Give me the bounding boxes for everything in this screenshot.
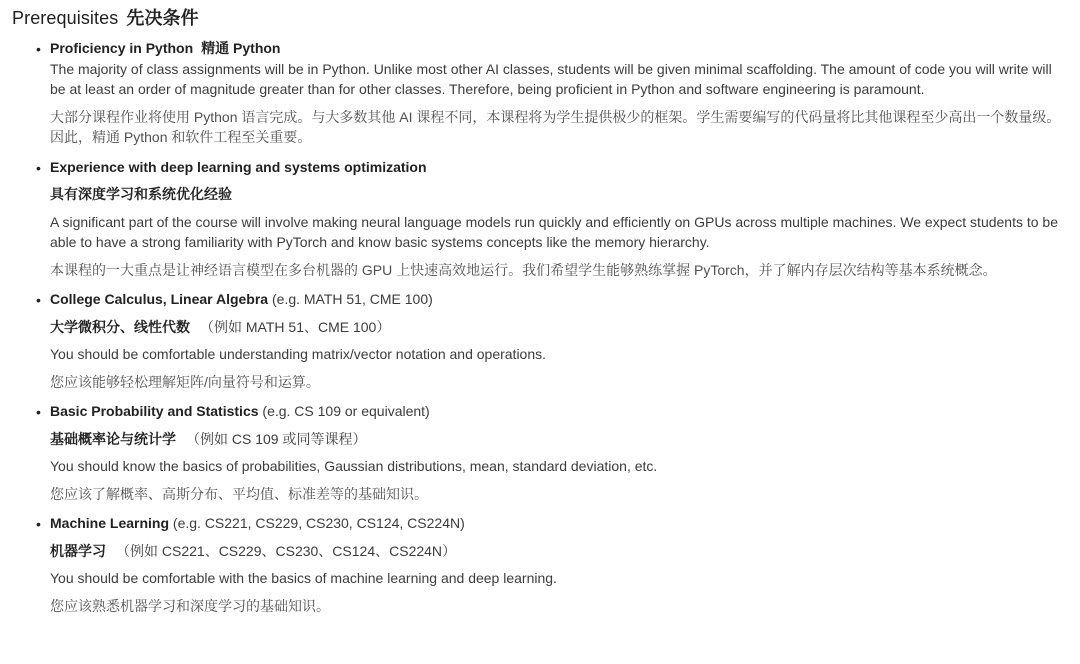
page-title xyxy=(12,6,1066,30)
item-heading-zh-note: （例如 CS221、CS229、CS230、CS124、CS224N） xyxy=(116,542,457,559)
item-description-en: The majority of class assignments will be in Python. Unlike most other AI classes, students will be given minimal scaffolding. The amount of code you will write will be at least an order of magnitude greater than for other classes. Therefore, being proficient in Python and software engineering is paramount. xyxy=(50,60,1052,97)
list-item xyxy=(12,513,1066,616)
item-heading-zh: 大学微积分、线性代数 xyxy=(50,318,190,335)
item-description-zh: 本课程的一大重点是让神经语言模型在多台机器的 GPU 上快速高效地运行。我们希望学生能够熟练掌握 PyTorch，并了解内存层次结构等基本系统概念。 xyxy=(50,261,997,278)
page-title-zh: 先决条件 xyxy=(126,8,199,28)
page-title-en: Prerequisites xyxy=(12,8,119,28)
item-description-zh: 您应该熟悉机器学习和深度学习的基础知识。 xyxy=(50,597,330,614)
item-heading-zh-line xyxy=(50,184,1066,205)
item-heading-zh: 精通 Python xyxy=(201,40,281,56)
item-heading-zh-note: （例如 MATH 51、CME 100） xyxy=(200,318,391,335)
bullet-icon: • xyxy=(36,159,41,176)
item-heading-en: Machine Learning xyxy=(50,515,170,531)
item-description-en: A significant part of the course will involve making neural language models run quickly and efficiently on GPUs across multiple machines. We expect students to be able to have a strong familiarity with PyTorch and know basic systems concepts like the memory hierarchy. xyxy=(50,213,1059,250)
item-heading-en: Basic Probability and Statistics xyxy=(50,403,259,419)
bullet-icon: • xyxy=(36,516,41,532)
bullet-icon: • xyxy=(36,41,41,57)
item-description-en: You should know the basics of probabilities, Gaussian distributions, mean, standard deviation, etc. xyxy=(50,458,658,474)
item-heading-en-note: (e.g. MATH 51, CME 100) xyxy=(271,291,433,307)
item-description-zh: 您应该能够轻松理解矩阵/向量符号和运算。 xyxy=(50,373,320,390)
item-heading-zh-line xyxy=(50,429,1066,450)
item-heading xyxy=(50,38,1066,59)
item-heading-en-line xyxy=(50,513,1066,534)
item-heading-en-note: (e.g. CS221, CS229, CS230, CS124, CS224N) xyxy=(172,515,465,531)
item-description-zh: 您应该了解概率、高斯分布、平均值、标准差等的基础知识。 xyxy=(50,485,428,502)
item-heading-zh: 机器学习 xyxy=(50,542,106,559)
item-heading-zh: 基础概率论与统计学 xyxy=(50,430,176,447)
item-heading-zh-line xyxy=(50,317,1066,338)
item-heading-en-note: (e.g. CS 109 or equivalent) xyxy=(262,403,430,419)
item-description-zh: 大部分课程作业将使用 Python 语言完成。与大多数其他 AI 课程不同，本课程将为学生提供极少的框架。学生需要编写的代码量将比其他课程至少高出一个数量级。因此，精通 Python 和软件工程至关重要。 xyxy=(50,108,1061,145)
item-description-en: You should be comfortable understanding matrix/vector notation and operations. xyxy=(50,346,547,362)
item-heading-zh: 具有深度学习和系统优化经验 xyxy=(50,186,232,202)
item-heading-en: College Calculus, Linear Algebra xyxy=(50,291,269,307)
item-heading-en-line xyxy=(50,157,1066,178)
list-item xyxy=(12,38,1066,148)
item-description-en: You should be comfortable with the basics of machine learning and deep learning. xyxy=(50,570,557,586)
list-item xyxy=(12,401,1066,504)
item-heading-en-line xyxy=(50,289,1066,310)
item-heading-zh-line xyxy=(50,541,1066,562)
list-item xyxy=(12,289,1066,392)
bullet-icon: • xyxy=(36,292,41,308)
item-heading-zh-note: （例如 CS 109 或同等课程） xyxy=(186,430,367,447)
item-heading-en-line xyxy=(50,401,1066,422)
item-heading-en: Proficiency in Python xyxy=(50,40,194,56)
bullet-icon: • xyxy=(36,404,41,420)
prerequisite-list xyxy=(12,38,1066,616)
list-item xyxy=(12,157,1066,281)
item-heading-en: Experience with deep learning and systems optimization xyxy=(50,158,427,175)
